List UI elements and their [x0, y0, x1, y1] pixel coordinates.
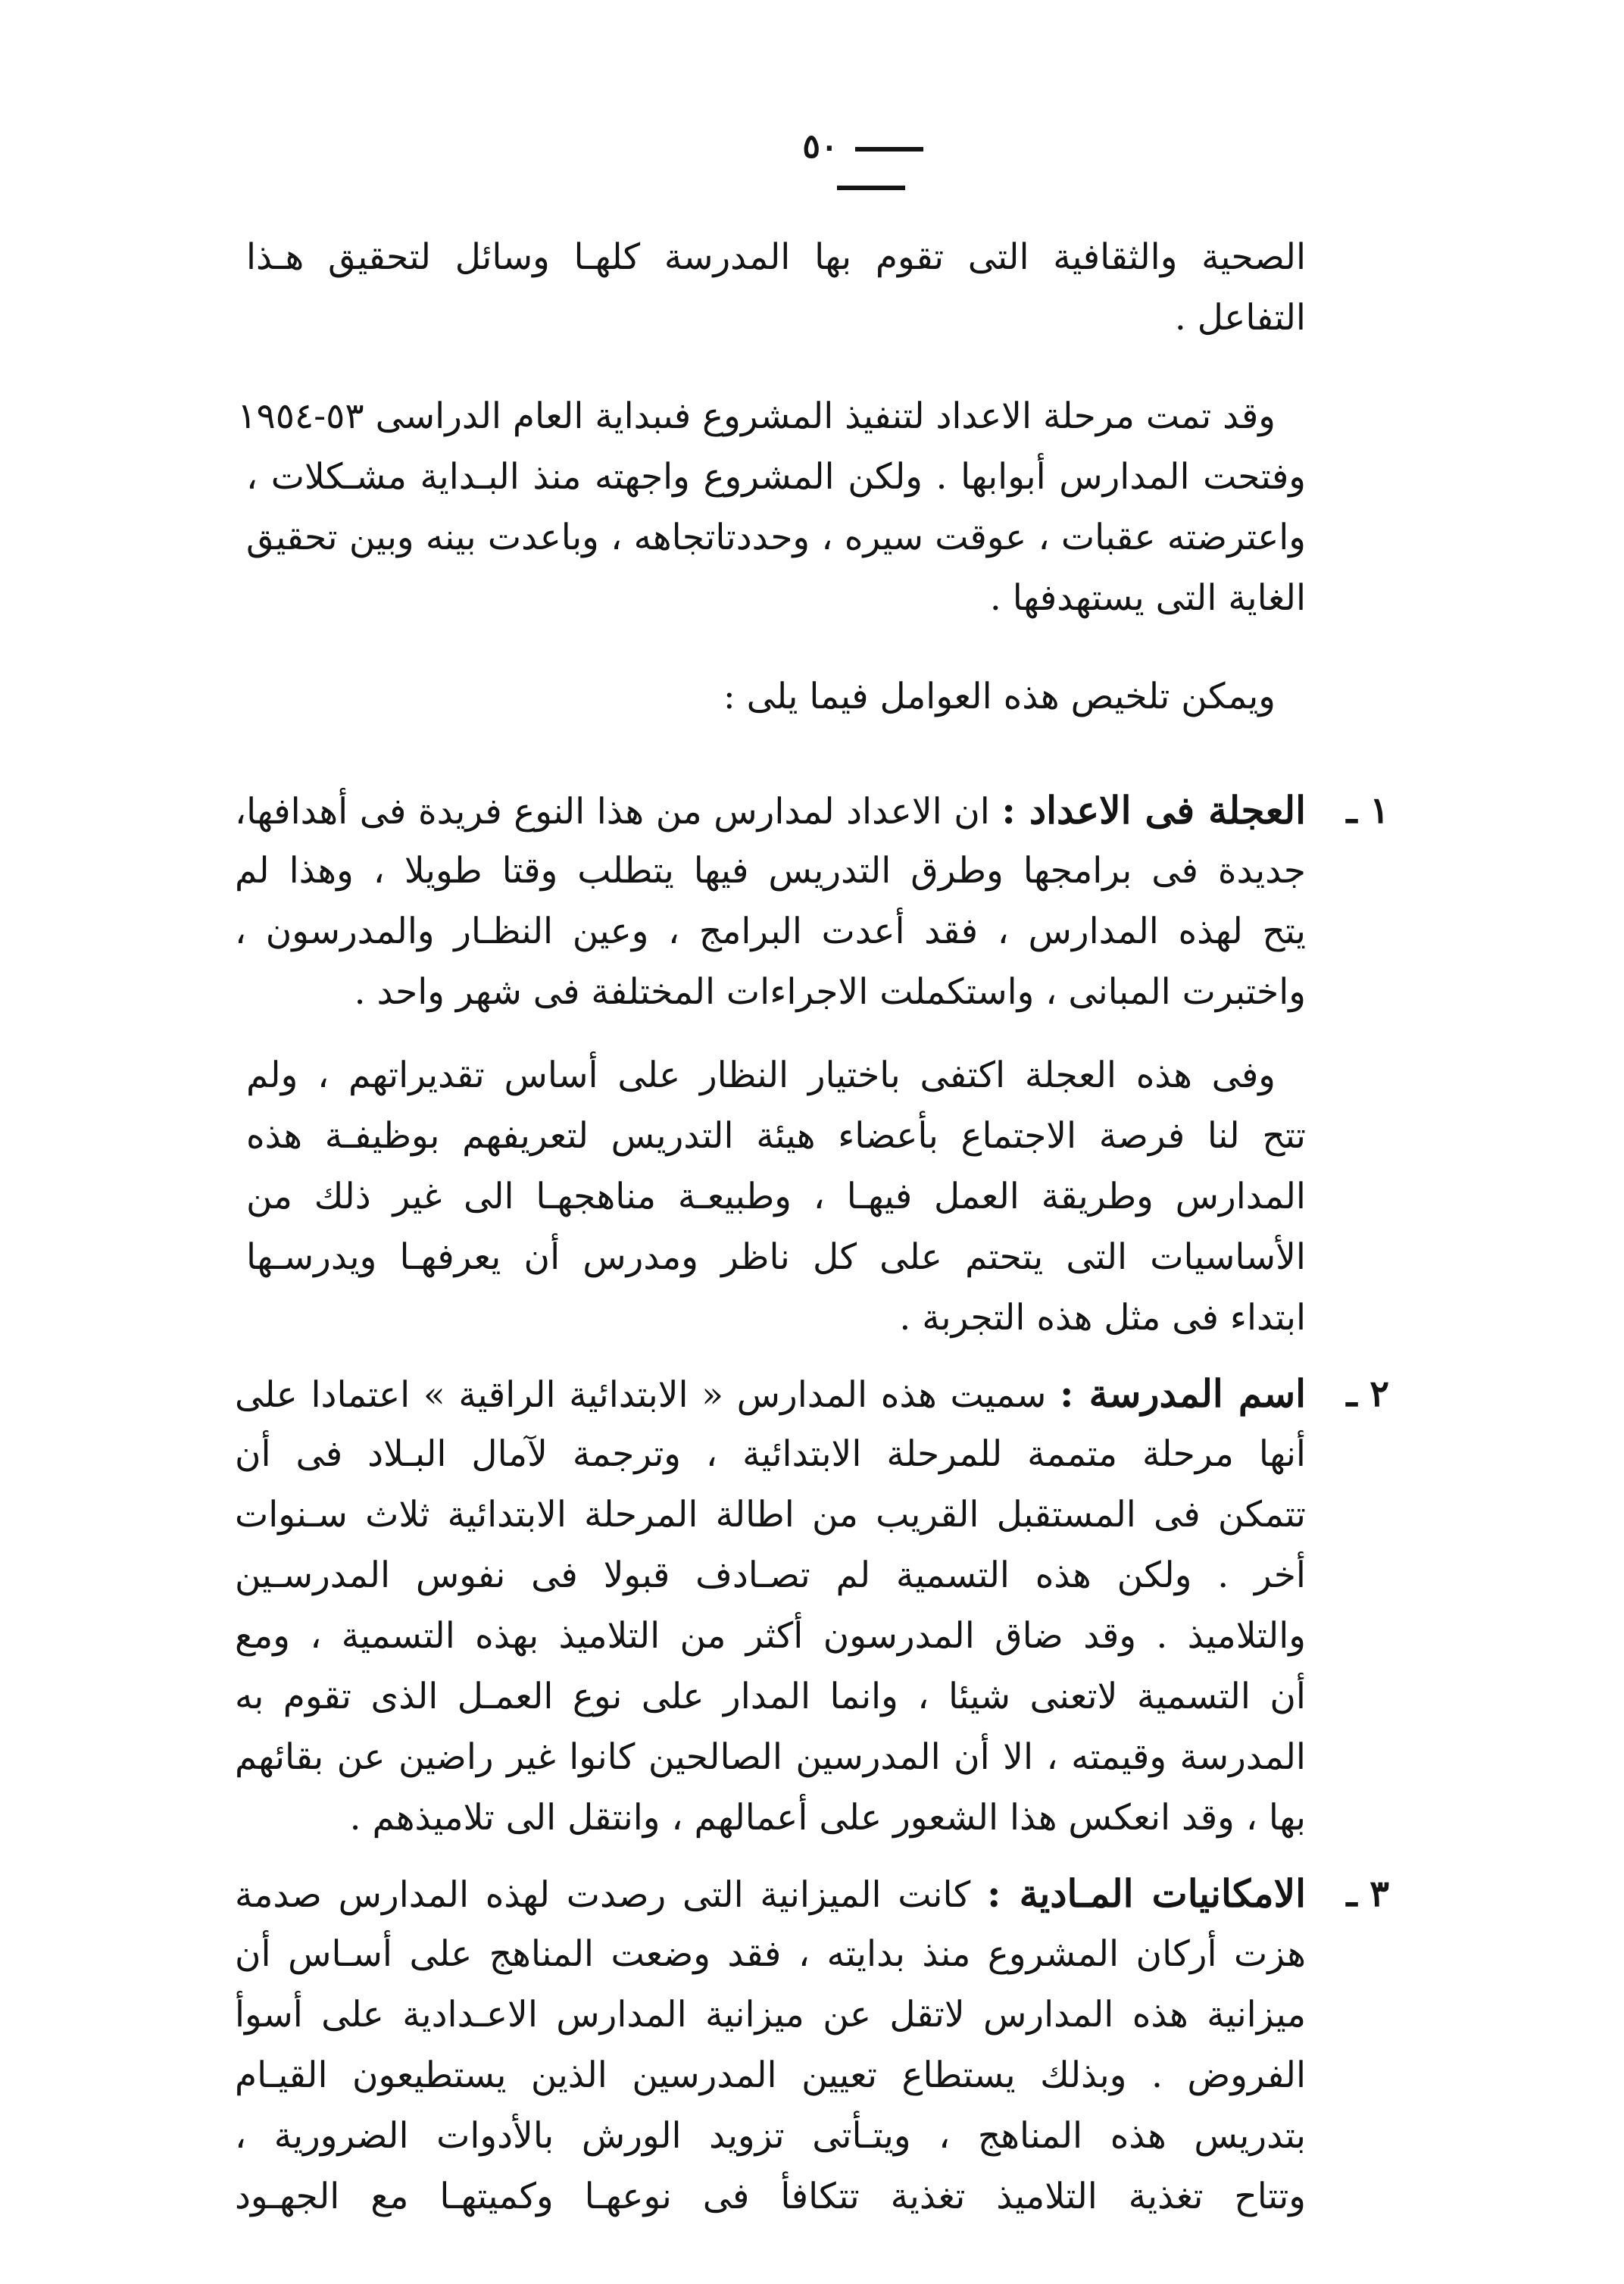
list-item-body: [235, 1864, 1306, 2227]
paragraph-line: تتح لنا فرصة الاجتماع بأعضاء هيئة التدريس لتعريفهم بوظيفـة هذه: [246, 1115, 1306, 1157]
list-item-body: [235, 1364, 1306, 1848]
list-item-body: [235, 780, 1306, 1023]
page-number-dash-right: [855, 147, 923, 152]
paragraph-line: هزت أركان المشروع منذ بدايته ، فقد وضعت المناهج على أسـاس أن: [235, 1933, 1306, 1975]
paragraph-line: سميت هذه المدارس « الابتدائية الراقية » اعتمادا على: [235, 1374, 1047, 1416]
paragraph-line: أخر . ولكن هذه التسمية لم تصـادف قبولا فى نفوس المدرسـين: [235, 1554, 1306, 1596]
paragraph-line: ان الاعداد لمدارس من هذا النوع فريدة فى أهدافها،: [235, 791, 990, 833]
paragraph-line: الأساسيات التى يتحتم على كل ناظر ومدرس أن يعرفهـا ويدرسـها: [246, 1236, 1306, 1278]
list-item-2: [235, 1364, 1389, 1848]
list-item-term: اسم المدرسة :: [1060, 1371, 1306, 1416]
list-item-1: [235, 780, 1389, 1023]
page-number-value: ٥٠: [802, 127, 839, 166]
paragraph-item1-continued: [246, 1045, 1306, 1348]
paragraph-line: بتدريس هذه المناهج ، ويتـأتى تزويد الورش بالأدوات الضرورية ،: [235, 2115, 1306, 2157]
page-number-dash-left: [837, 186, 905, 190]
list-item-3: [235, 1864, 1389, 2227]
paragraph-summary: [246, 667, 1306, 727]
paragraph-line: وفتحت المدارس أبوابها . ولكن المشروع واجهته منذ البـداية مشـكلات ،: [246, 456, 1306, 498]
list-item-number: ٣ ـ: [1346, 1873, 1389, 1915]
paragraph-line: الفروض . وبذلك يستطاع تعيين المدرسين الذين يستطيعون القيـام: [235, 2054, 1306, 2096]
paragraph-line: جديدة فى برامجها وطرق التدريس فيها يتطلب وقتا طويلا ، وهذا لم: [235, 850, 1306, 892]
paragraph-line: بها ، وقد انعكس هذا الشعور على أعمالهم ، وانتقل الى تلاميذهم .: [349, 1797, 1306, 1839]
paragraph-line: أنها مرحلة متممة للمرحلة الابتدائية ، وترجمة لآمال البـلاد فى أن: [235, 1433, 1306, 1475]
paragraph-line: واعترضته عقبات ، عوقت سيره ، وحددتاتجاهه ، وباعدت بينه وبين تحقيق: [246, 517, 1306, 558]
list-item-term: العجلة فى الاعداد :: [1001, 788, 1306, 833]
paragraph-line: وتتاح تغذية التلاميذ تغذية تتكافأ فى نوعهـا وكميتهـا مع الجهـود: [235, 2176, 1306, 2217]
paragraph-line: وفى هذه العجلة اكتفى باختيار النظار على أساس تقديراتهم ، ولم: [246, 1055, 1276, 1096]
paragraph-preparation: [237, 386, 1306, 629]
page-number: [757, 127, 985, 205]
paragraph-line: الصحية والثقافية التى تقوم بها المدرسة كلهـا وسائل لتحقيق هـذا: [246, 236, 1306, 278]
list-item-term: الامكانيات المـادية :: [986, 1871, 1306, 1916]
paragraph-line: أن التسمية لاتعنى شيئا ، وانما المدار على نوع العمـل الذى تقوم به: [235, 1676, 1306, 1717]
list-item-number: ١ ـ: [1346, 789, 1389, 832]
paragraph-line: المدارس وطريقة العمل فيهـا ، وطبيعـة مناهجهـا الى غير ذلك من: [246, 1176, 1306, 1217]
paragraph-line: يتح لهذه المدارس ، فقد أعدت البرامج ، وعين النظـار والمدرسون ،: [235, 911, 1306, 952]
paragraph-line: التفاعل .: [1174, 297, 1306, 339]
paragraph-line: كانت الميزانية التى رصدت لهذه المدارس صدمة: [235, 1874, 971, 1916]
paragraph-line: ابتداء فى مثل هذه التجربة .: [899, 1297, 1306, 1339]
paragraph-line: وقد تمت مرحلة الاعداد لتنفيذ المشروع فىبداية العام الدراسى ٥٣-١٩٥٤: [237, 395, 1276, 437]
paragraph-line: والتلاميذ . وقد ضاق المدرسون أكثر من التلاميذ بهذه التسمية ، ومع: [235, 1615, 1306, 1657]
paragraph-line: الغاية التى يستهدفها .: [989, 577, 1306, 619]
list-item-number: ٢ ـ: [1346, 1373, 1389, 1415]
paragraph-line: المدرسة وقيمته ، الا أن المدرسين الصالحين كانوا غير راضين عن بقائهم: [235, 1736, 1306, 1778]
paragraph-line: تتمكن فى المستقبل القريب من اطالة المرحلة الابتدائية ثلاث سـنوات: [235, 1494, 1306, 1536]
paragraph-line: ويمكن تلخيص هذه العوامل فيما يلى :: [723, 676, 1276, 717]
paragraph-line: واختبرت المبانى ، واستكملت الاجراءات المختلفة فى شهر واحد .: [354, 971, 1306, 1013]
paragraph-line: ميزانية هذه المدارس لاتقل عن ميزانية المدارس الاعـدادية على أسوأ: [235, 1994, 1306, 2036]
paragraph-intro: [246, 227, 1306, 348]
